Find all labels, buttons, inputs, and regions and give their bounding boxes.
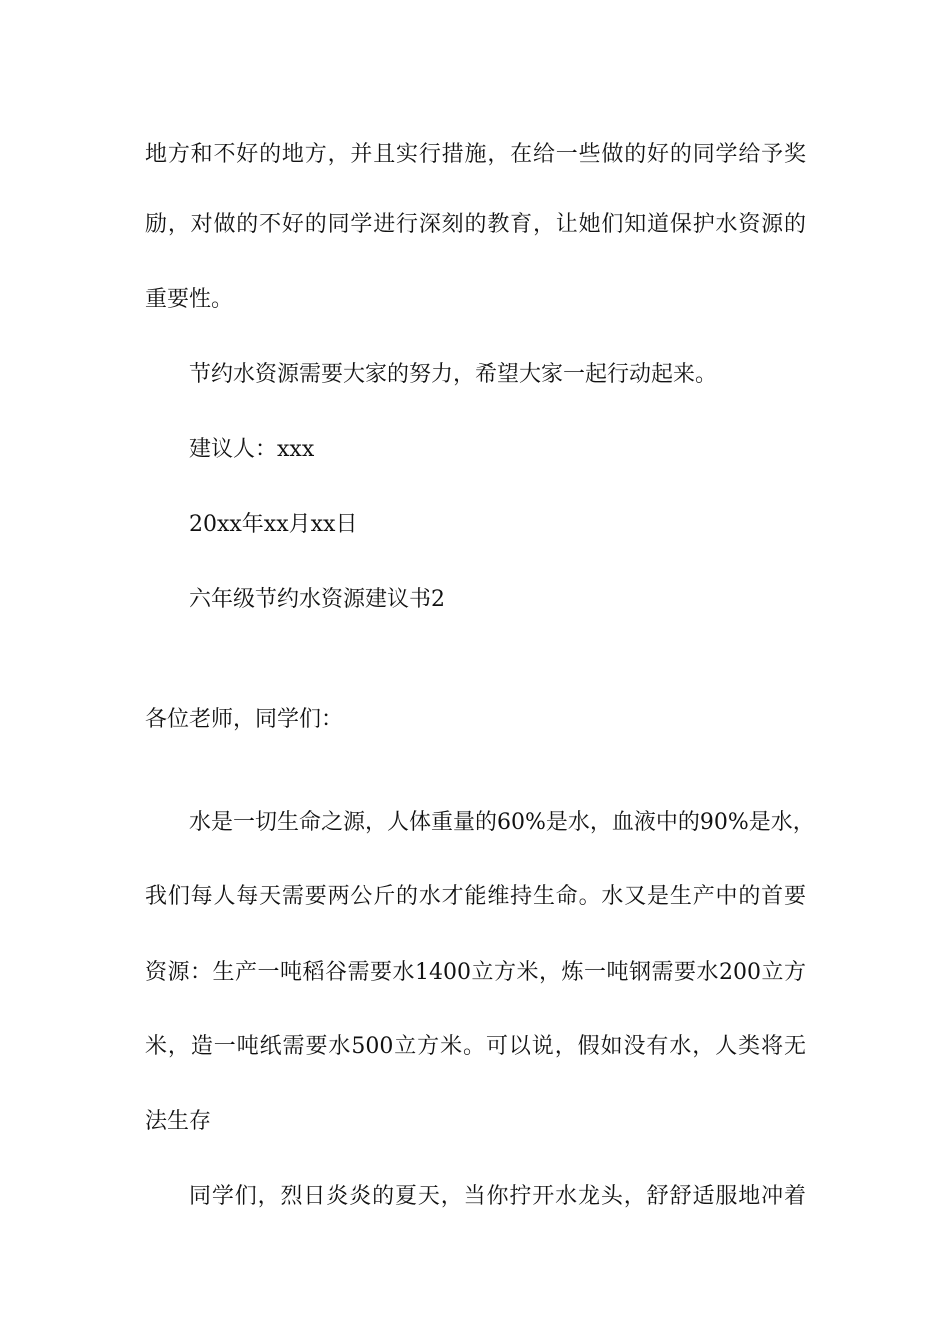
paragraph-line: 节约水资源需要大家的努力，希望大家一起行动起来。 [189,362,718,387]
paragraph-line: 水是一切生命之源，人体重量的60%是水，血液中的90%是水， [189,810,815,835]
paragraph-line: 我们每人每天需要两公斤的水才能维持生命。水又是生产中的首要 [145,884,806,909]
paragraph-line: 地方和不好的地方，并且实行措施，在给一些做的好的同学给予奖 [145,142,806,167]
paragraph-line: 同学们，烈日炎炎的夏天，当你拧开水龙头，舒舒适服地冲着 [189,1184,806,1209]
paragraph-line: 米，造一吨纸需要水500立方米。可以说，假如没有水，人类将无 [145,1034,806,1059]
section-title: 六年级节约水资源建议书2 [189,587,445,612]
salutation-line: 各位老师，同学们： [145,707,344,732]
signature-line: 建议人：xxx [189,437,315,462]
paragraph-line: 法生存 [145,1109,212,1134]
paragraph-line: 重要性。 [145,287,234,312]
paragraph-line: 励，对做的不好的同学进行深刻的教育，让她们知道保护水资源的 [145,212,806,237]
date-line: 20xx年xx月xx日 [189,512,358,537]
paragraph-line: 资源：生产一吨稻谷需要水1400立方米，炼一吨钢需要水200立方 [145,960,806,985]
